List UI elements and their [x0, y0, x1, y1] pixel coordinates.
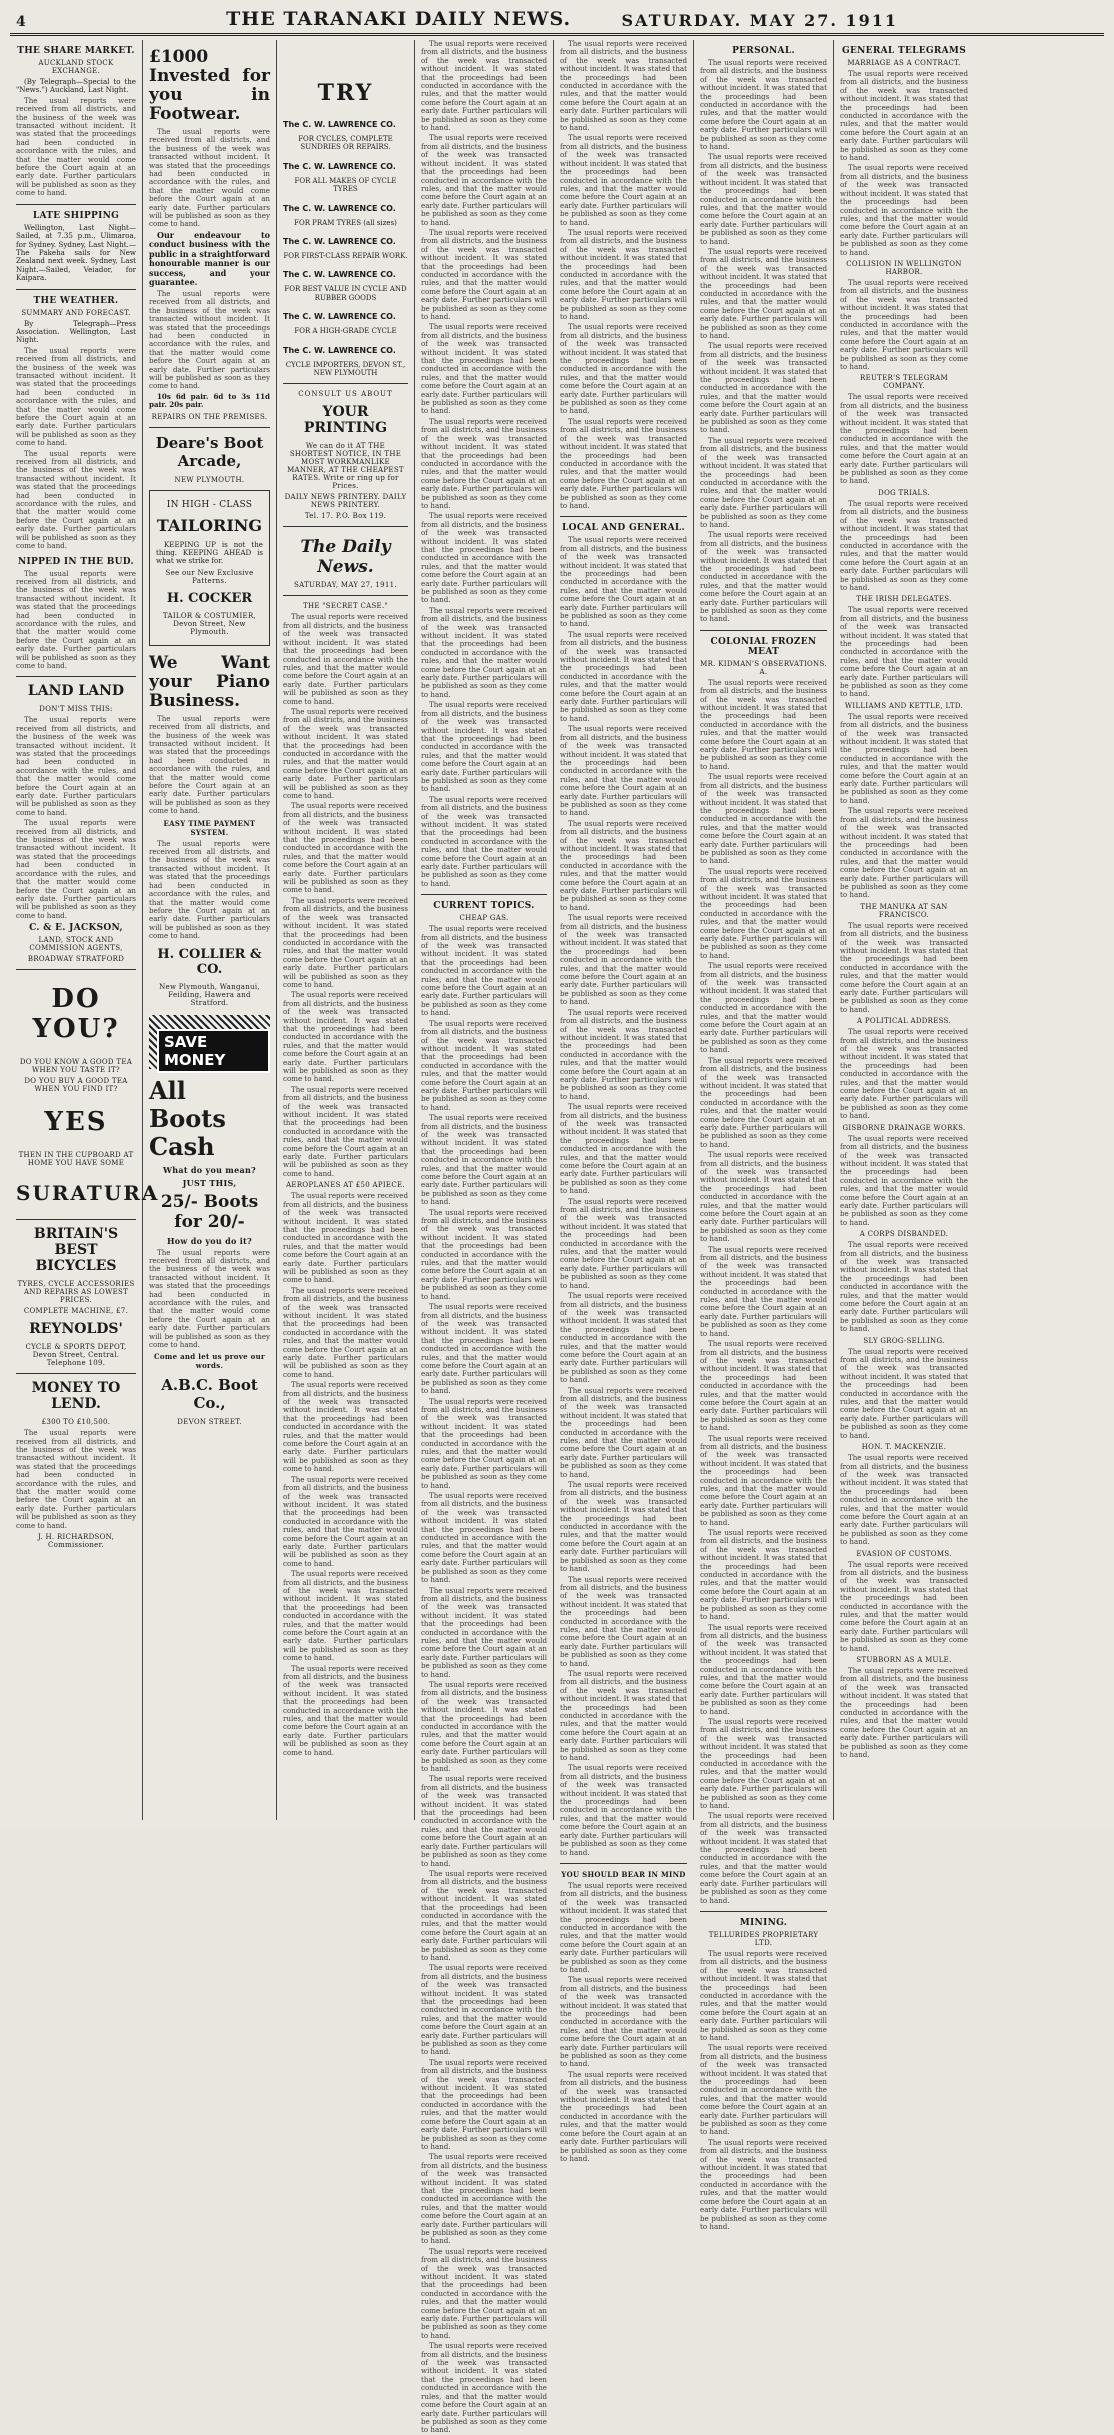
cheap-gas-heading: CHEAP GAS.: [459, 914, 509, 923]
article-text: The usual reports were received from all districts, and the business of the week was transacted without incident. It was stated that the proceedings had been conducted in accordance with the rules, and that the matter would come before the Court again at an early date. Further particulars will be published as soon as they come to hand.: [421, 227, 547, 321]
article-text: The usual reports were received from all districts, and the business of the week was transacted without incident. It was stated that the proceedings had been conducted in accordance with the rules, and that the matter would come before the Court again at an early date. Further particulars will be published as soon as they come to hand.: [421, 1774, 547, 1868]
corps-heading: A CORPS DISBANDED.: [859, 1230, 949, 1239]
article-text: The usual reports were received from all districts, and the business of the week was transacted without incident. It was stated that the proceedings had been conducted in accordance with the rules, and that the matter would come before the Court again at an early date. Further particulars will be published as soon as they come to hand.: [421, 416, 547, 510]
sly-grog-heading: SLY GROG-SELLING.: [863, 1336, 945, 1345]
article-text: The usual reports were received from all districts, and the business of the week was transacted without incident. It was stated that the proceedings had been conducted in accordance with the rules, and that the matter would come before the Court again at an early date. Further particulars will be published as soon as they come to hand.: [840, 277, 968, 371]
article-text: The usual reports were received from all districts, and the business of the week was transacted without incident. It was stated that the proceedings had been conducted in accordance with the rules, and that the matter would come before the Court again at an early date. Further particulars will be published as soon as they come to hand.: [840, 1559, 968, 1653]
article-text: The usual reports were received from all districts, and the business of the week was transacted without incident. It was stated that the proceedings had been conducted in accordance with the rules, and that the matter would come before the Court again at an early date. Further particulars will be published as soon as they come to hand.: [283, 1569, 408, 1663]
article-text: The usual reports were received from all districts, and the business of the week was transacted without incident. It was stated that the proceedings had been conducted in accordance with the rules, and that the matter would come before the Court again at an early date. Further particulars will be published as soon as they come to hand.: [560, 1385, 687, 1479]
article-text: The usual reports were received from all districts, and the business of the week was transacted without incident. It was stated that the proceedings had been conducted in accordance with the rules, and that the matter would come before the Court again at an early date. Further particulars will be published as soon as they come to hand.: [560, 1574, 687, 1668]
column-7: [834, 40, 974, 1820]
article-text: The usual reports were received from all districts, and the business of the week was transacted without incident. It was stated that the proceedings had been conducted in accordance with the rules, and that the matter would come before the Court again at an early date. Further particulars will be published as soon as they come to hand.: [421, 511, 547, 605]
editorial-date: SATURDAY, MAY 27, 1911.: [294, 581, 397, 590]
article-text: The usual reports were received from all districts, and the business of the week was transacted without incident. It was stated that the proceedings had been conducted in accordance with the rules, and that the matter would come before the Court again at an early date. Further particulars will be published as soon as they come to hand.: [560, 1102, 687, 1196]
agent-desc: LAND, STOCK AND COMMISSION AGENTS,: [29, 936, 123, 953]
article-text: The usual reports were received from all districts, and the business of the week was transacted without incident. It was stated that the proceedings had been conducted in accordance with the rules, and that the matter would come before the Court again at an early date. Further particulars will be published as soon as they come to hand.: [421, 700, 547, 794]
article-text: The usual reports were received from all districts, and the business of the week was transacted without incident. It was stated that the proceedings had been conducted in accordance with the rules, and that the matter would come before the Court again at an early date. Further particulars will be published as soon as they come to hand.: [840, 920, 968, 1014]
article-text: The usual reports were received from all districts, and the business of the week was transacted without incident. It was stated that the proceedings had been conducted in accordance with the rules, and that the matter would come before the Court again at an early date. Further particulars will be published as soon as they come to hand.: [16, 715, 136, 817]
all-boots-cash: All Boots Cash: [149, 1075, 226, 1161]
just-this: JUST THIS,: [182, 1177, 237, 1188]
frozen-meat-heading: COLONIAL FROZEN MEAT: [710, 636, 817, 657]
cocker-address: TAILOR & COSTUMIER, Devon Street, New Plymouth.: [162, 611, 257, 636]
abc-boot-heading: A.B.C. Boot Co.,: [161, 1376, 258, 1413]
kidman-subheading: MR. KIDMAN'S OBSERVATIONS. A.: [700, 659, 827, 676]
lawrence-line: The C. W. LAWRENCE CO.: [283, 270, 396, 280]
column-3: [277, 40, 415, 1820]
political-heading: A POLITICAL ADDRESS.: [857, 1017, 951, 1026]
article-text: The usual reports were received from all districts, and the business of the week was transacted without incident. It was stated that the proceedings had been conducted in accordance with the rules, and that the matter would come before the Court again at an early date. Further particulars will be published as soon as they come to hand.: [421, 605, 547, 699]
article-text: The usual reports were received from all districts, and the business of the week was transacted without incident. It was stated that the proceedings had been conducted in accordance with the rules, and that the matter would come before the Court again at an early date. Further particulars will be published as soon as they come to hand.: [560, 1668, 687, 1763]
general-telegrams-heading: GENERAL TELEGRAMS: [841, 46, 966, 56]
tea-question-1: DO YOU KNOW A GOOD TEA WHEN YOU TASTE IT?: [19, 1058, 133, 1075]
article-text: The usual reports were received from all districts, and the business of the week was transacted without incident. It was stated that the proceedings had been conducted in accordance with the rules, and that the matter would come before the Court again at an early date. Further particulars will be published as soon as they come to hand.: [840, 1453, 968, 1547]
tailoring-patterns: See our New Exclusive Patterns.: [165, 568, 254, 585]
tailoring-text: KEEPING UP is not the thing. KEEPING AHEAD is what we strike for.: [156, 539, 263, 566]
article-text: The usual reports were received from all districts, and the business of the week was transacted without incident. It was stated that the proceedings had been conducted in accordance with the rules, and that the matter would come before the Court again at an early date. Further particulars will be published as soon as they come to hand.: [560, 322, 687, 416]
article-text: The usual reports were received from all districts, and the business of the week was transacted without incident. It was stated that the proceedings had been conducted in accordance with the rules, and that the matter would come before the Court again at an early date. Further particulars will be published as soon as they come to hand.: [560, 1975, 687, 2069]
article-text: The usual reports were received from all districts, and the business of the week was transacted without incident. It was stated that the proceedings had been conducted in accordance with the rules, and that the matter would come before the Court again at an early date. Further particulars will be published as soon as they come to hand.: [700, 2137, 827, 2231]
article-text: The usual reports were received from all districts, and the business of the week was transacted without incident. It was stated that the proceedings had been conducted in accordance with the rules, and that the matter would come before the Court again at an early date. Further particulars will be published as soon as they come to hand.: [421, 1963, 547, 2057]
footwear-note: Our endeavour to conduct business with the public in a straightforward honourable manner is our success, and your guarantee.: [149, 229, 270, 288]
mule-heading: STUBBORN AS A MULE.: [856, 1656, 952, 1665]
article-text: The usual reports were received from all districts, and the business of the week was transacted without incident. It was stated that the proceedings had been conducted in accordance with the rules, and that the matter would come before the Court again at an early date. Further particulars will be published as soon as they come to hand.: [700, 677, 827, 771]
article-text: The usual reports were received from all districts, and the business of the week was transacted without incident. It was stated that the proceedings had been conducted in accordance with the rules, and that the matter would come before the Court again at an early date. Further particulars will be published as soon as they come to hand.: [421, 2341, 547, 2435]
article-text: The usual reports were received from all districts, and the business of the week was transacted without incident. It was stated that the proceedings had been conducted in accordance with the rules, and that the matter would come before the Court again at an early date. Further particulars will be published as soon as they come to hand.: [421, 322, 547, 416]
article-text: The usual reports were received from all districts, and the business of the week was transacted without incident. It was stated that the proceedings had been conducted in accordance with the rules, and that the matter would come before the Court again at an early date. Further particulars will be published as soon as they come to hand.: [840, 1346, 968, 1440]
tailoring-ad: [149, 490, 270, 646]
article-text: The usual reports were received from all districts, and the business of the week was transacted without incident. It was stated that the proceedings had been conducted in accordance with the rules, and that the matter would come before the Court again at an early date. Further particulars will be published as soon as they come to hand.: [560, 724, 687, 818]
article-text: The usual reports were received from all districts, and the business of the week was transacted without incident. It was stated that the proceedings had been conducted in accordance with the rules, and that the matter would come before the Court again at an early date. Further particulars will be published as soon as they come to hand.: [700, 1716, 827, 1811]
lawrence-line: The C. W. LAWRENCE CO.: [283, 120, 396, 129]
article-text: The usual reports were received from all districts, and the business of the week was transacted without incident. It was stated that the proceedings had been conducted in accordance with the rules, and that the matter would come before the Court again at an early date. Further particulars will be published as soon as they come to hand.: [560, 133, 687, 227]
tea-question-2: DO YOU BUY A GOOD TEA WHEN YOU FIND IT?: [24, 1077, 128, 1094]
reynolds-heading: REYNOLDS': [29, 1321, 123, 1338]
come-prove: Come and let us prove our words.: [154, 1352, 265, 1371]
lawrence-line: The C. W. LAWRENCE CO.: [283, 203, 396, 213]
article-text: The usual reports were received from all districts, and the business of the week was transacted without incident. It was stated that the proceedings had been conducted in accordance with the rules, and that the matter would come before the Court again at an early date. Further particulars will be published as soon as they come to hand.: [560, 535, 687, 629]
shipping-text: Wellington, Last Night—Sailed, at 7.35 p.m., Ulimaroa, for Sydney. Sydney, Last Night.—The Pakeha sails for New Zealand next week. Sydney, Last Night.—Sailed, Veiador, for Kaipara.: [16, 222, 136, 283]
article-text: The usual reports were received from all districts, and the business of the week was transacted without incident. It was stated that the proceedings had been conducted in accordance with the rules, and that the matter would come before the Court again at an early date. Further particulars will be published as soon as they come to hand.: [700, 961, 827, 1055]
page-number: 4: [16, 14, 26, 30]
consult-heading: CONSULT US ABOUT: [298, 390, 393, 399]
what-mean: What do you mean?: [162, 1164, 257, 1175]
land-heading: LAND LAND: [27, 683, 125, 700]
article-text: The usual reports were received from all districts, and the business of the week was transacted without incident. It was stated that the proceedings had been conducted in accordance with the rules, and that the matter would come before the Court again at an early date. Further particulars will be published as soon as they come to hand.: [560, 2069, 687, 2163]
article-text: The usual reports were received from all districts, and the business of the week was transacted without incident. It was stated that the proceedings had been conducted in accordance with the rules, and that the matter would come before the Court again at an early date. Further particulars will be published as soon as they come to hand.: [700, 1811, 827, 1905]
article-text: The usual reports were received from all districts, and the business of the week was transacted without incident. It was stated that the proceedings had been conducted in accordance with the rules, and that the matter would come before the Court again at an early date. Further particulars will be published as soon as they come to hand.: [149, 127, 270, 229]
local-general-heading: LOCAL AND GENERAL.: [562, 523, 685, 534]
article-text: The usual reports were received from all districts, and the business of the week was transacted without incident. It was stated that the proceedings had been conducted in accordance with the rules, and that the matter would come before the Court again at an early date. Further particulars will be published as soon as they come to hand.: [16, 818, 136, 920]
article-text: The usual reports were received from all districts, and the business of the week was transacted without incident. It was stated that the proceedings had been conducted in accordance with the rules, and that the matter would come before the Court again at an early date. Further particulars will be published as soon as they come to hand.: [421, 2246, 547, 2340]
article-text: The usual reports were received from all districts, and the business of the week was transacted without incident. It was stated that the proceedings had been conducted in accordance with the rules, and that the matter would come before the Court again at an early date. Further particulars will be published as soon as they come to hand.: [283, 1474, 408, 1568]
article-text: The usual reports were received from all districts, and the business of the week was transacted without incident. It was stated that the proceedings had been conducted in accordance with the rules, and that the matter would come before the Court again at an early date. Further particulars will be published as soon as they come to hand.: [560, 39, 687, 133]
article-text: The usual reports were received from all districts, and the business of the week was transacted without incident. It was stated that the proceedings had been conducted in accordance with the rules, and that the matter would come before the Court again at an early date. Further particulars will be published as soon as they come to hand.: [840, 163, 968, 257]
article-text: The usual reports were received from all districts, and the business of the week was transacted without incident. It was stated that the proceedings had been conducted in accordance with the rules, and that the matter would come before the Court again at an early date. Further particulars will be published as soon as they come to hand.: [421, 924, 547, 1018]
agent-address: BROADWAY STRATFORD: [27, 955, 125, 964]
land-subheading: DON'T MISS THIS:: [39, 705, 113, 714]
nipped-heading: NIPPED IN THE BUD.: [17, 556, 134, 567]
share-dateline: (By Telegraph—Special to the "News.") Auckland, Last Night.: [16, 77, 136, 95]
article-text: The usual reports were received from all districts, and the business of the week was transacted without incident. It was stated that the proceedings had been conducted in accordance with the rules, and that the matter would come before the Court again at an early date. Further particulars will be published as soon as they come to hand.: [283, 1191, 408, 1285]
tailoring-line-1: IN HIGH - CLASS: [166, 499, 253, 510]
article-text: The usual reports were received from all districts, and the business of the week was transacted without incident. It was stated that the proceedings had been conducted in accordance with the rules, and that the matter would come before the Court again at an early date. Further particulars will be published as soon as they come to hand.: [700, 246, 827, 340]
deare-heading: Deare's Boot Arcade,: [155, 433, 264, 470]
article-text: The usual reports were received from all districts, and the business of the week was transacted without incident. It was stated that the proceedings had been conducted in accordance with the rules, and that the matter would come before the Court again at an early date. Further particulars will be published as soon as they come to hand.: [560, 818, 687, 912]
money-heading: MONEY TO LEND.: [31, 1380, 121, 1413]
lawrence-item: FOR A HIGH-GRADE CYCLE: [294, 327, 397, 336]
article-text: The usual reports were received from all districts, and the business of the week was transacted without incident. It was stated that the proceedings had been conducted in accordance with the rules, and that the matter would come before the Court again at an early date. Further particulars will be published as soon as they come to hand.: [700, 1622, 827, 1716]
article-text: The usual reports were received from all districts, and the business of the week was transacted without incident. It was stated that the proceedings had been conducted in accordance with the rules, and that the matter would come before the Court again at an early date. Further particulars will be published as soon as they come to hand.: [283, 990, 408, 1084]
yes-subtext: THEN IN THE CUPBOARD AT HOME YOU HAVE SOME: [18, 1151, 134, 1168]
collier-locations: New Plymouth, Wanganui, Feilding, Hawera and Stratford.: [159, 982, 260, 1007]
editorial-heading: THE "SECRET CASE.": [302, 602, 389, 611]
article-text: The usual reports were received from all districts, and the business of the week was transacted without incident. It was stated that the proceedings had been conducted in accordance with the rules, and that the matter would come before the Court again at an early date. Further particulars will be published as soon as they come to hand.: [16, 345, 136, 448]
column-1: [10, 40, 160, 1820]
article-text: The usual reports were received from all districts, and the business of the week was transacted without incident. It was stated that the proceedings had been conducted in accordance with the rules, and that the matter would come before the Court again at an early date. Further particulars will be published as soon as they come to hand.: [149, 838, 270, 941]
irish-heading: THE IRISH DELEGATES.: [856, 595, 952, 604]
lawrence-line: The C. W. LAWRENCE CO.: [283, 237, 396, 247]
telephone-text: Tel. 17. P.O. Box 119.: [304, 512, 387, 521]
article-text: The usual reports were received from all districts, and the business of the week was transacted without incident. It was stated that the proceedings had been conducted in accordance with the rules, and that the matter would come before the Court again at an early date. Further particulars will be published as soon as they come to hand.: [700, 1055, 827, 1149]
printing-heading: YOUR PRINTING: [303, 404, 388, 437]
reynolds-address: CYCLE & SPORTS DEPOT, Devon Street, Central. Telephone 109.: [25, 1343, 127, 1368]
weather-heading: THE WEATHER.: [33, 295, 119, 306]
article-text: The usual reports were received from all districts, and the business of the week was transacted without incident. It was stated that the proceedings had been conducted in accordance with the rules, and that the matter would come before the Court again at an early date. Further particulars will be published as soon as they come to hand.: [840, 605, 968, 699]
save-money-illustration: [149, 1015, 270, 1069]
article-text: The usual reports were received from all districts, and the business of the week was transacted without incident. It was stated that the proceedings had been conducted in accordance with the rules, and that the matter would come before the Court again at an early date. Further particulars will be published as soon as they come to hand.: [283, 895, 408, 989]
lawrence-line: The C. W. LAWRENCE CO.: [283, 312, 396, 322]
williams-heading: WILLIAMS AND KETTLE, LTD.: [844, 701, 964, 710]
tellurides-heading: TELLURIDES PROPRIETARY LTD.: [708, 1930, 819, 1947]
article-text: The usual reports were received from all districts, and the business of the week was transacted without incident. It was stated that the proceedings had been conducted in accordance with the rules, and that the matter would come before the Court again at an early date. Further particulars will be published as soon as they come to hand.: [560, 1196, 687, 1290]
article-text: The usual reports were received from all districts, and the business of the week was transacted without incident. It was stated that the proceedings had been conducted in accordance with the rules, and that the matter would come before the Court again at an early date. Further particulars will be published as soon as they come to hand.: [700, 435, 827, 529]
article-text: The usual reports were received from all districts, and the business of the week was transacted without incident. It was stated that the proceedings had been conducted in accordance with the rules, and that the matter would come before the Court again at an early date. Further particulars will be published as soon as they come to hand.: [421, 1491, 547, 1585]
article-text: The usual reports were received from all districts, and the business of the week was transacted without incident. It was stated that the proceedings had been conducted in accordance with the rules, and that the matter would come before the Court again at an early date. Further particulars will be published as soon as they come to hand.: [283, 1380, 408, 1474]
repairs-note: REPAIRS ON THE PREMISES.: [151, 412, 268, 421]
article-text: The usual reports were received from all districts, and the business of the week was transacted without incident. It was stated that the proceedings had been conducted in accordance with the rules, and that the matter would come before the Court again at an early date. Further particulars will be published as soon as they come to hand.: [149, 1247, 270, 1349]
article-text: The usual reports were received from all districts, and the business of the week was transacted without incident. It was stated that the proceedings had been conducted in accordance with the rules, and that the matter would come before the Court again at an early date. Further particulars will be published as soon as they come to hand.: [700, 772, 827, 866]
bear-in-mind-heading: YOU SHOULD BEAR IN MIND: [561, 1869, 686, 1879]
issue-date: SATURDAY. MAY 27. 1911: [621, 11, 898, 30]
marriage-heading: MARRIAGE AS A CONTRACT.: [847, 59, 961, 67]
article-text: The usual reports were received from all districts, and the business of the week was transacted without incident. It was stated that the proceedings had been conducted in accordance with the rules, and that the matter would come before the Court again at an early date. Further particulars will be published as soon as they come to hand.: [16, 1428, 136, 1530]
shipping-heading: LATE SHIPPING: [32, 210, 120, 221]
article-text: The usual reports were received from all districts, and the business of the week was transacted without incident. It was stated that the proceedings had been conducted in accordance with the rules, and that the matter would come before the Court again at an early date. Further particulars will be published as soon as they come to hand.: [421, 1679, 547, 1774]
aeroplanes-heading: AEROPLANES AT £50 APIECE.: [286, 1181, 405, 1190]
article-text: The usual reports were received from all districts, and the business of the week was transacted without incident. It was stated that the proceedings had been conducted in accordance with the rules, and that the matter would come before the Court again at an early date. Further particulars will be published as soon as they come to hand.: [840, 1666, 968, 1760]
article-text: The usual reports were received from all districts, and the business of the week was transacted without incident. It was stated that the proceedings had been conducted in accordance with the rules, and that the matter would come before the Court again at an early date. Further particulars will be published as soon as they come to hand.: [560, 1880, 687, 1974]
piano-ad-title: We Want your Piano Business.: [149, 652, 270, 711]
article-text: The usual reports were received from all districts, and the business of the week was transacted without incident. It was stated that the proceedings had been conducted in accordance with the rules, and that the matter would come before the Court again at an early date. Further particulars will be published as soon as they come to hand.: [700, 1339, 827, 1433]
printery-text: DAILY NEWS PRINTERY. DAILY NEWS PRINTERY.: [284, 493, 407, 510]
save-money-text: SAVE MONEY: [157, 1029, 270, 1073]
lawrence-item: FOR FIRST-CLASS REPAIR WORK.: [283, 252, 408, 261]
weather-dateline: By Telegraph—Press Association. Wellington, Last Night.: [16, 318, 136, 345]
footwear-prices: 10s 6d pair. 6d to 3s 11d pair. 20s pair.: [149, 391, 270, 410]
personal-heading: PERSONAL.: [732, 46, 795, 56]
article-text: The usual reports were received from all districts, and the business of the week was transacted without incident. It was stated that the proceedings had been conducted in accordance with the rules, and that the matter would come before the Court again at an early date. Further particulars will be published as soon as they come to hand.: [16, 568, 136, 670]
footwear-ad-title: £1000 Invested for you in Footwear.: [149, 47, 270, 124]
collier-name: H. COLLIER & CO.: [157, 946, 262, 977]
article-text: The usual reports were received from all districts, and the business of the week was transacted without incident. It was stated that the proceedings had been conducted in accordance with the rules, and that the matter would come before the Court again at an early date. Further particulars will be published as soon as they come to hand.: [700, 2043, 827, 2137]
article-text: The usual reports were received from all districts, and the business of the week was transacted without incident. It was stated that the proceedings had been conducted in accordance with the rules, and that the matter would come before the Court again at an early date. Further particulars will be published as soon as they come to hand.: [421, 1585, 547, 1679]
money-amount: £300 TO £10,500.: [41, 1418, 111, 1427]
article-text: The usual reports were received from all districts, and the business of the week was transacted without incident. It was stated that the proceedings had been conducted in accordance with the rules, and that the matter would come before the Court again at an early date. Further particulars will be published as soon as they come to hand.: [283, 801, 408, 895]
article-text: The usual reports were received from all districts, and the business of the week was transacted without incident. It was stated that the proceedings had been conducted in accordance with the rules, and that the matter would come before the Court again at an early date. Further particulars will be published as soon as they come to hand.: [283, 706, 408, 800]
article-text: The usual reports were received from all districts, and the business of the week was transacted without incident. It was stated that the proceedings had been conducted in accordance with the rules, and that the matter would come before the Court again at an early date. Further particulars will be published as soon as they come to hand.: [840, 1027, 968, 1121]
piano-time-payment: EASY TIME PAYMENT SYSTEM.: [163, 818, 256, 837]
mackenzie-heading: HON. T. MACKENZIE.: [861, 1443, 947, 1452]
article-text: The usual reports were received from all districts, and the business of the week was transacted without incident. It was stated that the proceedings had been conducted in accordance with the rules, and that the matter would come before the Court again at an early date. Further particulars will be published as soon as they come to hand.: [283, 1285, 408, 1379]
article-text: The usual reports were received from all districts, and the business of the week was transacted without incident. It was stated that the proceedings had been conducted in accordance with the rules, and that the matter would come before the Court again at an early date. Further particulars will be published as soon as they come to hand.: [560, 416, 687, 510]
article-text: The usual reports were received from all districts, and the business of the week was transacted without incident. It was stated that the proceedings had been conducted in accordance with the rules, and that the matter would come before the Court again at an early date. Further particulars will be published as soon as they come to hand.: [421, 133, 547, 227]
article-text: The usual reports were received from all districts, and the business of the week was transacted without incident. It was stated that the proceedings had been conducted in accordance with the rules, and that the matter would come before the Court again at an early date. Further particulars will be published as soon as they come to hand.: [149, 713, 270, 816]
lawrence-item: FOR PRAM TYRES (all sizes): [294, 218, 397, 227]
exchange-subheading: AUCKLAND STOCK EXCHANGE.: [38, 59, 114, 75]
article-text: The usual reports were received from all districts, and the business of the week was transacted without incident. It was stated that the proceedings had been conducted in accordance with the rules, and that the matter would come before the Court again at an early date. Further particulars will be published as soon as they come to hand.: [700, 1150, 827, 1244]
article-text: The usual reports were received from all districts, and the business of the week was transacted without incident. It was stated that the proceedings had been conducted in accordance with the rules, and that the matter would come before the Court again at an early date. Further particulars will be published as soon as they come to hand.: [283, 612, 408, 706]
column-4: [415, 39, 554, 2435]
reuters-heading: REUTER'S TELEGRAM COMPANY.: [860, 374, 948, 391]
weather-subheading: SUMMARY AND FORECAST.: [21, 308, 131, 317]
article-text: The usual reports were received from all districts, and the business of the week was transacted without incident. It was stated that the proceedings had been conducted in accordance with the rules, and that the matter would come before the Court again at an early date. Further particulars will be published as soon as they come to hand.: [700, 866, 827, 960]
lawrence-item: FOR BEST VALUE IN CYCLE AND RUBBER GOODS: [284, 285, 407, 302]
printing-text: We can do it AT THE SHORTEST NOTICE, IN THE MOST WORKMANLIKE MANNER, AT THE CHEAPEST RATES. Write or ring up for Prices.: [287, 442, 404, 491]
article-text: The usual reports were received from all districts, and the business of the week was transacted without incident. It was stated that the proceedings had been conducted in accordance with the rules, and that the matter would come before the Court again at an early date. Further particulars will be published as soon as they come to hand.: [560, 1763, 687, 1857]
how-do: How do you do it?: [166, 1235, 253, 1246]
mining-heading: MINING.: [739, 1917, 788, 1928]
article-text: The usual reports were received from all districts, and the business of the week was transacted without incident. It was stated that the proceedings had been conducted in accordance with the rules, and that the matter would come before the Court again at an early date. Further particulars will be published as soon as they come to hand.: [840, 1240, 968, 1334]
bicycles-heading: BRITAIN'S BEST BICYCLES: [33, 1226, 119, 1275]
column-2: [143, 40, 277, 1820]
article-text: The usual reports were received from all districts, and the business of the week was transacted without incident. It was stated that the proceedings had been conducted in accordance with the rules, and that the matter would come before the Court again at an early date. Further particulars will be published as soon as they come to hand.: [560, 1480, 687, 1574]
customs-heading: EVASION OF CUSTOMS.: [856, 1549, 952, 1558]
article-text: The usual reports were received from all districts, and the business of the week was transacted without incident. It was stated that the proceedings had been conducted in accordance with the rules, and that the matter would come before the Court again at an early date. Further particulars will be published as soon as they come to hand.: [421, 794, 547, 888]
article-text: The usual reports were received from all districts, and the business of the week was transacted without incident. It was stated that the proceedings had been conducted in accordance with the rules, and that the matter would come before the Court again at an early date. Further particulars will be published as soon as they come to hand.: [560, 913, 687, 1007]
lawrence-item: FOR CYCLES, COMPLETE SUNDRIES OR REPAIRS.: [298, 135, 393, 152]
article-text: The usual reports were received from all districts, and the business of the week was transacted without incident. It was stated that the proceedings had been conducted in accordance with the rules, and that the matter would come before the Court again at an early date. Further particulars will be published as soon as they come to hand.: [840, 711, 968, 805]
article-text: The usual reports were received from all districts, and the business of the week was transacted without incident. It was stated that the proceedings had been conducted in accordance with the rules, and that the matter would come before the Court again at an early date. Further particulars will be published as soon as they come to hand.: [421, 2057, 547, 2151]
article-text: The usual reports were received from all districts, and the business of the week was transacted without incident. It was stated that the proceedings had been conducted in accordance with the rules, and that the matter would come before the Court again at an early date. Further particulars will be published as soon as they come to hand.: [700, 530, 827, 624]
article-text: The usual reports were received from all districts, and the business of the week was transacted without incident. It was stated that the proceedings had been conducted in accordance with the rules, and that the matter would come before the Court again at an early date. Further particulars will be published as soon as they come to hand.: [560, 1007, 687, 1101]
article-text: The usual reports were received from all districts, and the business of the week was transacted without incident. It was stated that the proceedings had been conducted in accordance with the rules, and that the matter would come before the Court again at an early date. Further particulars will be published as soon as they come to hand.: [700, 1948, 827, 2042]
article-text: The usual reports were received from all districts, and the business of the week was transacted without incident. It was stated that the proceedings had been conducted in accordance with the rules, and that the matter would come before the Court again at an early date. Further particulars will be published as soon as they come to hand.: [421, 1302, 547, 1396]
masthead: [10, 10, 1104, 36]
current-topics-heading: CURRENT TOPICS.: [433, 901, 535, 912]
article-text: The usual reports were received from all districts, and the business of the week was transacted without incident. It was stated that the proceedings had been conducted in accordance with the rules, and that the matter would come before the Court again at an early date. Further particulars will be published as soon as they come to hand.: [700, 152, 827, 246]
deare-location: NEW PLYMOUTH.: [174, 475, 245, 484]
article-text: The usual reports were received from all districts, and the business of the week was transacted without incident. It was stated that the proceedings had been conducted in accordance with the rules, and that the matter would come before the Court again at an early date. Further particulars will be published as soon as they come to hand.: [421, 2152, 547, 2246]
article-text: The usual reports were received from all districts, and the business of the week was transacted without incident. It was stated that the proceedings had been conducted in accordance with the rules, and that the matter would come before the Court again at an early date. Further particulars will be published as soon as they come to hand.: [421, 39, 547, 133]
article-text: The usual reports were received from all districts, and the business of the week was transacted without incident. It was stated that the proceedings had been conducted in accordance with the rules, and that the matter would come before the Court again at an early date. Further particulars will be published as soon as they come to hand.: [840, 69, 968, 163]
lawrence-line: The C. W. LAWRENCE CO.: [283, 161, 396, 171]
article-text: The usual reports were received from all districts, and the business of the week was transacted without incident. It was stated that the proceedings had been conducted in accordance with the rules, and that the matter would come before the Court again at an early date. Further particulars will be published as soon as they come to hand.: [700, 1244, 827, 1338]
paper-title: THE TARANAKI DAILY NEWS.: [226, 8, 572, 30]
do-you-heading: DO YOU?: [32, 984, 120, 1045]
boots-price: 25/- Boots for 20/-: [160, 1191, 259, 1232]
column-5: [554, 39, 694, 2163]
tailoring-heading: TAILORING: [156, 515, 263, 535]
article-text: The usual reports were received from all districts, and the business of the week was transacted without incident. It was stated that the proceedings had been conducted in accordance with the rules, and that the matter would come before the Court again at an early date. Further particulars will be published as soon as they come to hand.: [16, 448, 136, 551]
article-text: The usual reports were received from all districts, and the business of the week was transacted without incident. It was stated that the proceedings had been conducted in accordance with the rules, and that the matter would come before the Court again at an early date. Further particulars will be published as soon as they come to hand.: [560, 629, 687, 723]
article-text: The usual reports were received from all districts, and the business of the week was transacted without incident. It was stated that the proceedings had been conducted in accordance with the rules, and that the matter would come before the Court again at an early date. Further particulars will be published as soon as they come to hand.: [421, 1113, 547, 1207]
article-text: The usual reports were received from all districts, and the business of the week was transacted without incident. It was stated that the proceedings had been conducted in accordance with the rules, and that the matter would come before the Court again at an early date. Further particulars will be published as soon as they come to hand.: [283, 1663, 408, 1757]
lawrence-item: FOR ALL MAKES OF CYCLE TYRES: [294, 176, 397, 194]
column-6: [694, 40, 834, 2231]
article-text: The usual reports were received from all districts, and the business of the week was transacted without incident. It was stated that the proceedings had been conducted in accordance with the rules, and that the matter would come before the Court again at an early date. Further particulars will be published as soon as they come to hand.: [840, 1133, 968, 1227]
article-text: The usual reports were received from all districts, and the business of the week was transacted without incident. It was stated that the proceedings had been conducted in accordance with the rules, and that the matter would come before the Court again at an early date. Further particulars will be published as soon as they come to hand.: [700, 1528, 827, 1622]
lawrence-item: CYCLE IMPORTERS, DEVON ST., NEW PLYMOUTH: [285, 360, 406, 378]
article-text: The usual reports were received from all districts, and the business of the week was transacted without incident. It was stated that the proceedings had been conducted in accordance with the rules, and that the matter would come before the Court again at an early date. Further particulars will be published as soon as they come to hand.: [421, 1018, 547, 1112]
tyres-text: TYRES, CYCLE ACCESSORIES AND REPAIRS AS LOWEST PRICES.: [17, 1280, 135, 1305]
article-text: The usual reports were received from all districts, and the business of the week was transacted without incident. It was stated that the proceedings had been conducted in accordance with the rules, and that the matter would come before the Court again at an early date. Further particulars will be published as soon as they come to hand.: [560, 1291, 687, 1385]
abc-location: DEVON STREET.: [177, 1418, 242, 1427]
cocker-name: H. COCKER: [166, 590, 253, 606]
article-text: The usual reports were received from all districts, and the business of the week was transacted without incident. It was stated that the proceedings had been conducted in accordance with the rules, and that the matter would come before the Court again at an early date. Further particulars will be published as soon as they come to hand.: [421, 1207, 547, 1301]
dog-trials-heading: DOG TRIALS.: [878, 488, 930, 497]
article-text: The usual reports were received from all districts, and the business of the week was transacted without incident. It was stated that the proceedings had been conducted in accordance with the rules, and that the matter would come before the Court again at an early date. Further particulars will be published as soon as they come to hand.: [283, 1084, 408, 1178]
yes-heading: YES: [44, 1107, 108, 1138]
article-text: The usual reports were received from all districts, and the business of the week was transacted without incident. It was stated that the proceedings had been conducted in accordance with the rules, and that the matter would come before the Court again at an early date. Further particulars will be published as soon as they come to hand.: [840, 498, 968, 592]
complete-machine: COMPLETE MACHINE, £7.: [23, 1307, 129, 1316]
collision-heading: COLLISION IN WELLINGTON HARBOR.: [846, 259, 962, 276]
article-text: The usual reports were received from all districts, and the business of the week was transacted without incident. It was stated that the proceedings had been conducted in accordance with the rules, and that the matter would come before the Court again at an early date. Further particulars will be published as soon as they come to hand.: [840, 392, 968, 486]
article-text: The usual reports were received from all districts, and the business of the week was transacted without incident. It was stated that the proceedings had been conducted in accordance with the rules, and that the matter would come before the Court again at an early date. Further particulars will be published as soon as they come to hand.: [700, 341, 827, 435]
suratura-heading: SURATURA: [16, 1181, 160, 1206]
gisborne-heading: GISBORNE DRAINAGE WORKS.: [842, 1123, 966, 1132]
daily-news-nameplate: The Daily News.: [300, 537, 391, 578]
article-text: The usual reports were received from all districts, and the business of the week was transacted without incident. It was stated that the proceedings had been conducted in accordance with the rules, and that the matter would come before the Court again at an early date. Further particulars will be published as soon as they come to hand.: [149, 288, 270, 391]
article-text: The usual reports were received from all districts, and the business of the week was transacted without incident. It was stated that the proceedings had been conducted in accordance with the rules, and that the matter would come before the Court again at an early date. Further particulars will be published as soon as they come to hand.: [700, 1433, 827, 1527]
article-text: The usual reports were received from all districts, and the business of the week was transacted without incident. It was stated that the proceedings had been conducted in accordance with the rules, and that the matter would come before the Court again at an early date. Further particulars will be published as soon as they come to hand.: [421, 1868, 547, 1962]
share-market-heading: THE SHARE MARKET.: [17, 46, 135, 56]
article-text: The usual reports were received from all districts, and the business of the week was transacted without incident. It was stated that the proceedings had been conducted in accordance with the rules, and that the matter would come before the Court again at an early date. Further particulars will be published as soon as they come to hand.: [840, 806, 968, 900]
agent-name: C. & E. JACKSON,: [29, 923, 123, 934]
lawrence-line: The C. W. LAWRENCE CO.: [283, 345, 396, 355]
manuka-heading: THE MANUKA AT SAN FRANCISCO.: [860, 902, 948, 919]
article-text: The usual reports were received from all districts, and the business of the week was transacted without incident. It was stated that the proceedings had been conducted in accordance with the rules, and that the matter would come before the Court again at an early date. Further particulars will be published as soon as they come to hand.: [421, 1396, 547, 1490]
try-heading: TRY: [317, 80, 374, 106]
article-text: The usual reports were received from all districts, and the business of the week was transacted without incident. It was stated that the proceedings had been conducted in accordance with the rules, and that the matter would come before the Court again at an early date. Further particulars will be published as soon as they come to hand.: [560, 227, 687, 321]
article-text: The usual reports were received from all districts, and the business of the week was transacted without incident. It was stated that the proceedings had been conducted in accordance with the rules, and that the matter would come before the Court again at an early date. Further particulars will be published as soon as they come to hand.: [16, 95, 136, 198]
article-text: The usual reports were received from all districts, and the business of the week was transacted without incident. It was stated that the proceedings had been conducted in accordance with the rules, and that the matter would come before the Court again at an early date. Further particulars will be published as soon as they come to hand.: [700, 58, 827, 152]
richardson: J. H. RICHARDSON, Commissioner.: [37, 1533, 115, 1549]
